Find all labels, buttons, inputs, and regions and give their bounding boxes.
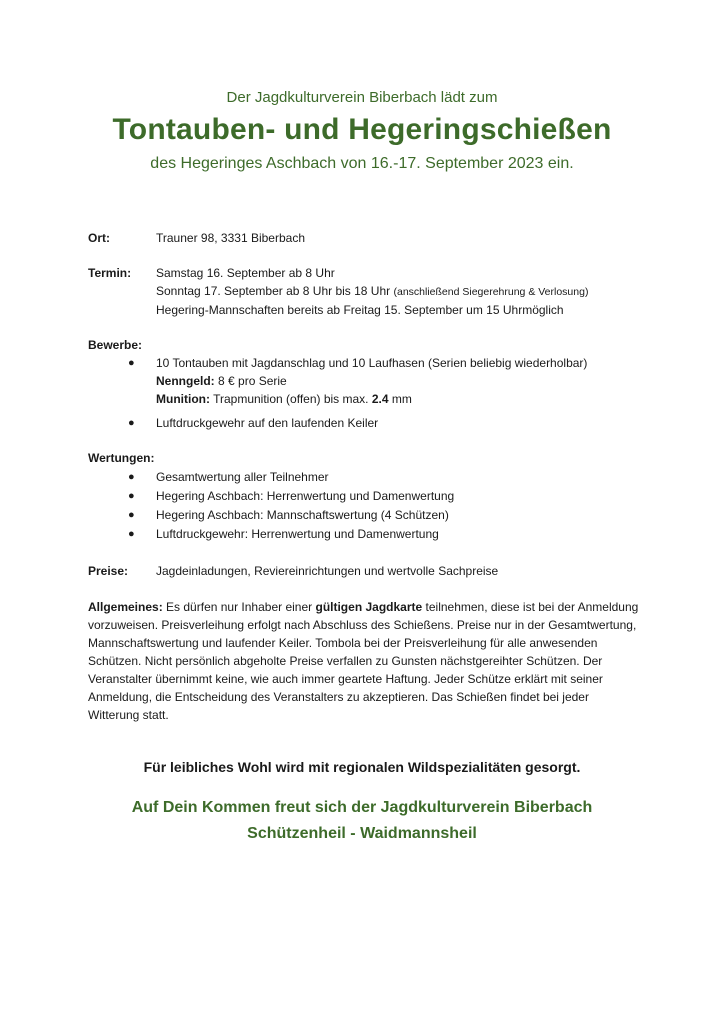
allgemeines-bold: gültigen Jagdkarte — [315, 600, 423, 614]
allgemeines-label: Allgemeines: — [88, 600, 163, 614]
ort-value: Trauner 98, 3331 Biberbach — [156, 231, 305, 245]
wertungen-item: Gesamtwertung aller Teilnehmer — [156, 470, 329, 484]
munition-max: 2.4 — [371, 392, 389, 406]
closing-line-1: Auf Dein Kommen freut sich der Jagdkulturverein Biberbach — [131, 799, 593, 816]
bewerbe-item-1-text: 10 Tontauben mit Jagdanschlag und 10 Laufhasen (Serien beliebig wiederholbar) — [156, 356, 588, 370]
wertungen-label: Wertungen: — [88, 451, 155, 465]
event-subtitle: des Hegeringes Aschbach von 16.-17. September 2023 ein. — [150, 155, 574, 172]
catering-note: Für leibliches Wohl wird mit regionalen Wildspezialitäten gesorgt. — [143, 759, 581, 775]
bullet-icon: ● — [128, 417, 135, 429]
wertungen-item: Luftdruckgewehr: Herrenwertung und Damenwertung — [156, 527, 439, 541]
termin-line-1: Samstag 16. September ab 8 Uhr — [156, 266, 335, 280]
bullet-icon: ● — [128, 509, 135, 521]
munition-line — [156, 390, 587, 408]
termin-line-3: Hegering-Mannschaften bereits ab Freitag 15. September um 15 Uhrmöglich — [156, 303, 564, 317]
intro-line: Der Jagdkulturverein Biberbach lädt zum — [226, 89, 498, 106]
termin-line-2-main: Sonntag 17. September ab 8 Uhr bis 18 Uhr — [156, 284, 391, 298]
bewerbe-item-1 — [156, 354, 587, 408]
allgemeines-text-2: teilnehmen, diese ist bei der Anmeldung vorzuweisen. Preisverleihung erfolgt nach Abschluss des Schießens. Preise nur in der Gesamtwertung, Mannschaftswertung und laufender Keiler. Tombola bei der Preisverleihung für alle anwesenden Schützen. Nicht persönlich abgeholte Preise verfallen zu Gunsten nächstgereihter Schützen. Der Veranstalter übernimmt keine, wie auch immer geartete Haftung. Jeder Schütze erklärt mit seiner Anmeldung, die Entscheidung des Veranstalters zu akzeptieren. Das Schießen findet bei jeder Witterung statt. — [88, 600, 639, 722]
termin-block — [156, 264, 588, 319]
bullet-icon: ● — [128, 471, 135, 483]
allgemeines-text-1: Es dürfen nur Inhaber einer — [166, 600, 313, 614]
bewerbe-item-2: Luftdruckgewehr auf den laufenden Keiler — [156, 416, 379, 430]
wertungen-item: Hegering Aschbach: Herrenwertung und Damenwertung — [156, 489, 455, 503]
event-title: Tontauben- und Hegeringschießen — [112, 113, 612, 146]
closing-block — [0, 795, 724, 847]
preise-value: Jagdeinladungen, Reviereinrichtungen und wertvolle Sachpreise — [156, 564, 499, 578]
termin-label: Termin: — [88, 266, 132, 280]
wertungen-item: Hegering Aschbach: Mannschaftswertung (4 Schützen) — [156, 508, 449, 522]
bullet-icon: ● — [128, 357, 135, 369]
nenngeld-line — [156, 372, 587, 390]
munition-unit: mm — [391, 392, 412, 406]
munition-value: Trapmunition (offen) bis max. — [213, 392, 369, 406]
munition-label: Munition: — [156, 392, 210, 406]
nenngeld-label: Nenngeld: — [156, 374, 215, 388]
bullet-icon: ● — [128, 528, 135, 540]
bullet-icon: ● — [128, 490, 135, 502]
bewerbe-label: Bewerbe: — [88, 338, 143, 352]
nenngeld-value: 8 € pro Serie — [218, 374, 287, 388]
termin-line-2 — [156, 282, 588, 301]
allgemeines-paragraph — [88, 598, 640, 724]
ort-label: Ort: — [88, 231, 110, 245]
closing-line-2: Schützenheil - Waidmannsheil — [247, 825, 477, 842]
preise-label: Preise: — [88, 564, 129, 578]
termin-line-2-note: (anschließend Siegerehrung & Verlosung) — [393, 286, 589, 298]
